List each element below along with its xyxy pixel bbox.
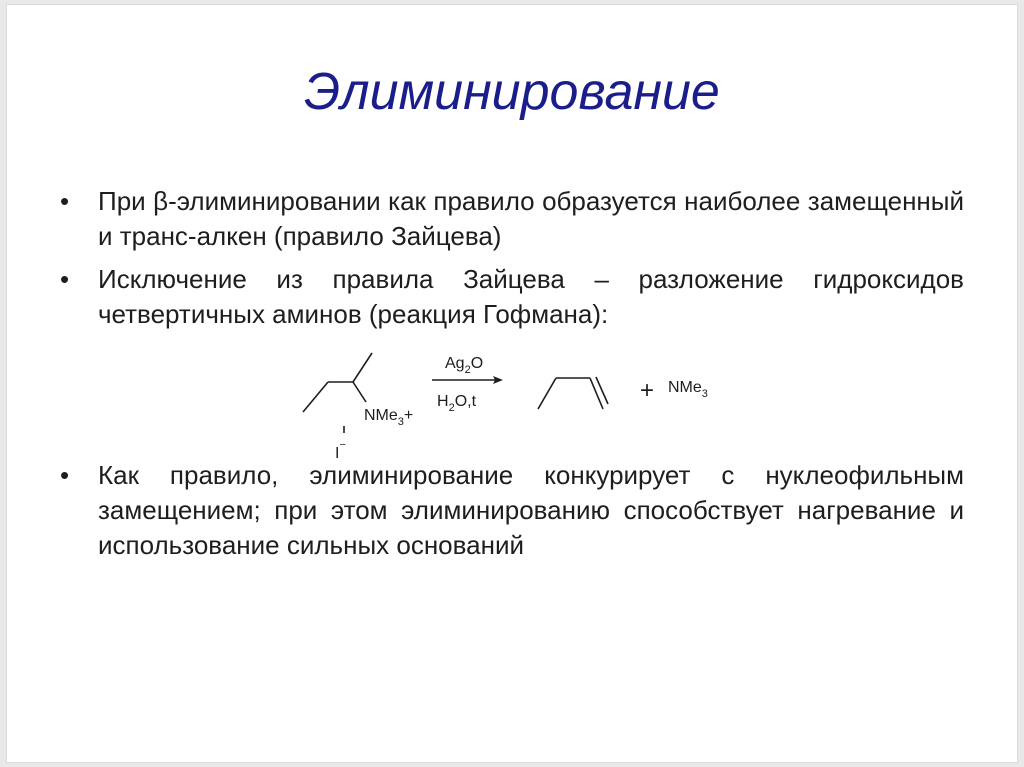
reactant-group: NMe$_3$+	[364, 407, 414, 428]
slide-title: Элиминирование	[304, 63, 720, 121]
bullet-marker: •	[60, 186, 70, 216]
reactant-skeleton	[303, 353, 372, 433]
product-alkene-skeleton	[538, 377, 608, 409]
reagent-top: $Ag_2O$	[445, 355, 484, 376]
plus-sign: +	[640, 377, 655, 404]
bullet-text-1: При β-элиминировании как правило образуется наиболее замещенный и транс-алкен (правило Зайцева)	[98, 186, 964, 251]
hofmann-reaction-scheme	[290, 340, 750, 470]
counter-ion: I−	[335, 439, 346, 462]
bullet-text-2: Исключение из правила Зайцева – разложение гидроксидов четвертичных аминов (реакция Гофмана):	[98, 264, 964, 329]
reagent-bottom: $H_2O,t$	[437, 393, 477, 414]
bullet-marker: •	[60, 264, 70, 294]
bullet-text-3: Как правило, элиминирование конкурирует с нуклеофильным замещением; при этом элиминированию способствует нагревание и использование сильных оснований	[98, 460, 964, 560]
reaction-arrow	[432, 376, 503, 384]
byproduct: NMe$_3$	[668, 379, 708, 400]
bullet-marker: •	[60, 460, 70, 490]
